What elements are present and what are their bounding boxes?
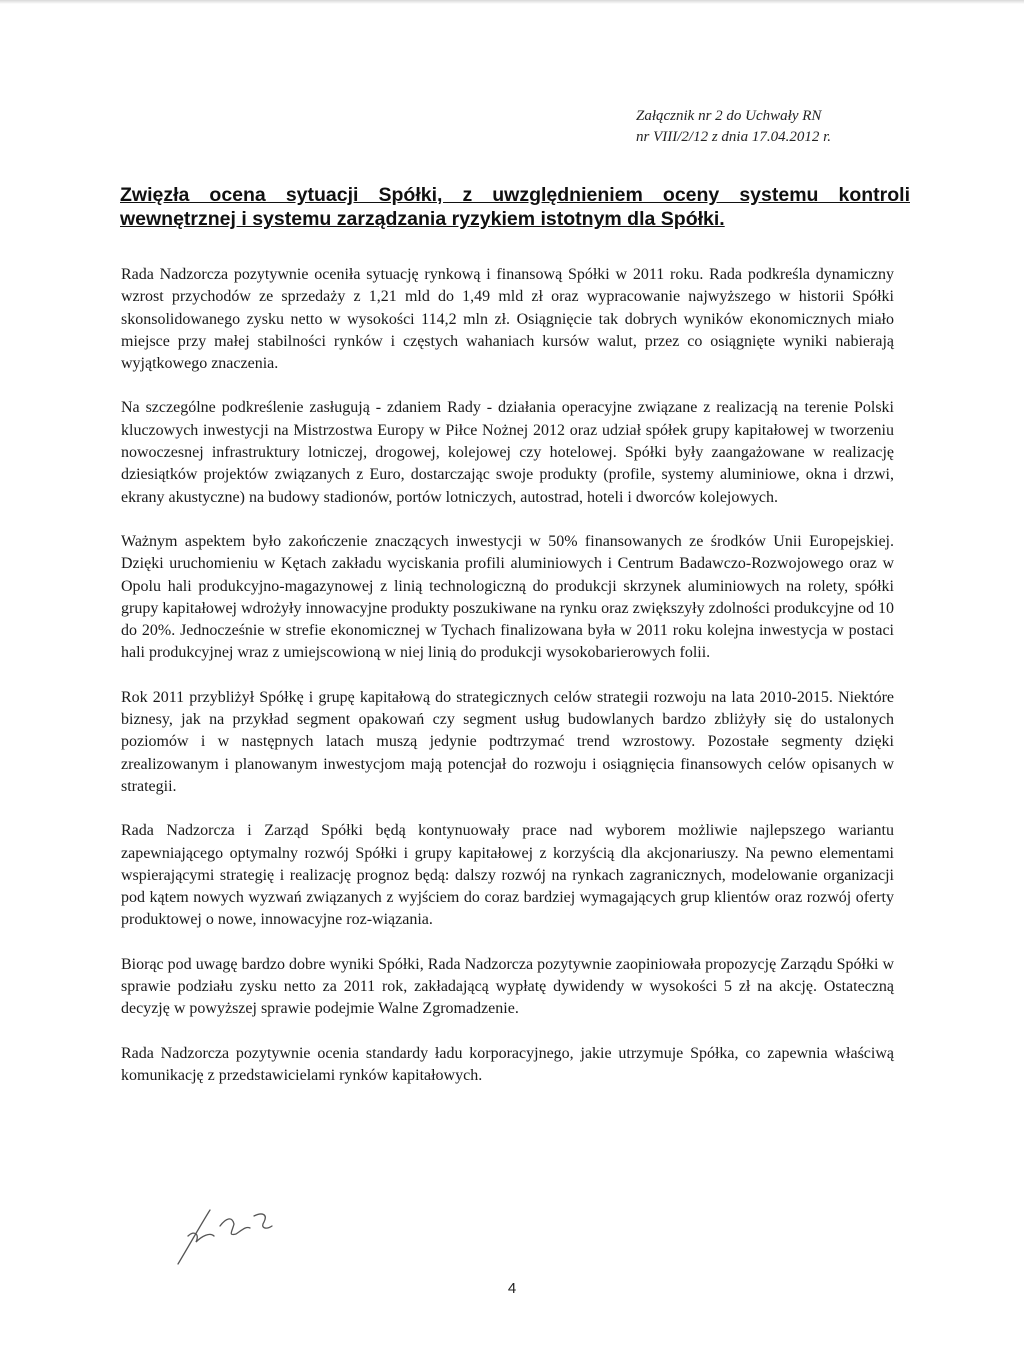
paragraph-corporate-governance: Rada Nadzorcza pozytywnie ocenia standardy ładu korporacyjnego, jakie utrzymuje Spółka, co zapewnia właściwą komunikację z przedstawicielami rynków kapitałowych.	[121, 1044, 894, 1084]
document-title: Zwięzła ocena sytuacji Spółki, z uwzględnieniem oceny systemu kontroli wewnętrznej i systemu zarządzania ryzykiem istotnym dla Spółki.	[120, 184, 910, 230]
paragraph-eu-investments: Ważnym aspektem było zakończenie znaczących inwestycji w 50% finansowanych ze środków Unii Europejskiej. Dzięki uruchomieniu w Kętach zakładu wyciskania profili aluminiowych i Centrum Badawczo-Rozwojowego oraz w Opolu hali produkcyjno-magazynowej z linią technologiczną do produkcji skrzynek aluminiowych na rolety, spółki grupy kapitałowej wdrożyły innowacyjne produkty poszukiwane na rynku oraz zwiększyły zdolności produkcyjne od 10 do 20%. Jednocześnie w strefie ekonomicznej w Tychach finalizowana była w 2011 roku kolejna inwestycja w postaci hali produkcyjnej wraz z umiejscowioną w niej linią do produkcji wysokobarierowych folii.	[121, 532, 894, 662]
annex-line-2: nr VIII/2/12 z dnia 17.04.2012 r.	[636, 129, 831, 145]
paragraph-euro-investments: Na szczególne podkreślenie zasługują - zdaniem Rady - działania operacyjne związane z realizacją na terenie Polski kluczowych inwestycji na Mistrzostwa Europy w Piłce Nożnej 2012 oraz udział spółek grupy kapitałowej w tworzeniu nowoczesnej infrastruktury lotniczej, drogowej, kolejowej czy hotelowej. Spółki były zaangażowane w realizację dziesiątków projektów związanych z Euro, dostarczając swoje produkty (profile, systemy aluminiowe, okna i drzwi, ekrany akustyczne) na budowy stadionów, portów lotniczych, autostrad, hoteli i dworców kolejowych.	[121, 399, 894, 506]
handwritten-signature	[170, 1196, 280, 1266]
page-number: 4	[507, 1280, 517, 1297]
annex-reference	[636, 106, 936, 148]
paragraph-future-development: Rada Nadzorcza i Zarząd Spółki będą kontynuowały prace nad wyborem możliwie najlepszego wariantu zapewniającego optymalny rozwój Spółki i grupy kapitałowej z korzyścią dla akcjonariuszy. Na pewno elementami wspierającymi strategię i realizację prognoz będą: dalszy rozwój na rynkach zagranicznych, modelowanie organizacji pod kątem nowych wyzwań związanych z wyjściem do coraz bardziej wymagających grup klientów oraz rozwój oferty produktowej o nowe, innowacyjne roz-wiązania.	[121, 822, 894, 929]
paragraph-financial-assessment: Rada Nadzorcza pozytywnie oceniła sytuację rynkową i finansową Spółki w 2011 roku. Rada podkreśla dynamiczny wzrost przychodów ze sprzedaży z 1,21 mld do 1,49 mld zł oraz wypracowanie najwyższego w historii Spółki skonsolidowanego zysku netto w wysokości 114,2 mln zł. Osiągnięcie tak dobrych wyników ekonomicznych miało miejsce przy małej stabilności rynków i częstych wahaniach kursów walut, przez co osiągnięte wyniki nabierają wyjątkowego znaczenia.	[121, 266, 894, 373]
paragraph-dividend: Biorąc pod uwagę bardzo dobre wyniki Spółki, Rada Nadzorcza pozytywnie zaopiniowała propozycję Zarządu Spółki w sprawie podziału zysku netto za 2011 rok, zakładającą wypłatę dywidendy w wysokości 5 zł na akcję. Ostateczną decyzję w powyższej sprawie podejmie Walne Zgromadzenie.	[121, 955, 894, 1018]
scan-edge	[0, 0, 1024, 4]
document-body	[121, 264, 894, 1087]
annex-line-1: Załącznik nr 2 do Uchwały RN	[636, 108, 822, 124]
paragraph-strategy-progress: Rok 2011 przybliżył Spółkę i grupę kapitałową do strategicznych celów strategii rozwoju na lata 2010-2015. Niektóre biznesy, jak na przykład segment opakowań czy segment usług budowlanych bardzo zbliżyły się do ustalonych poziomów i w następnych latach muszą jedynie podtrzymać trend wzrostowy. Pozostałe segmenty dzięki zrealizowanym i planowanym inwestycjom mają potencjał do rozwoju i osiągnięcia finansowych celów opisanych w strategii.	[121, 688, 894, 795]
